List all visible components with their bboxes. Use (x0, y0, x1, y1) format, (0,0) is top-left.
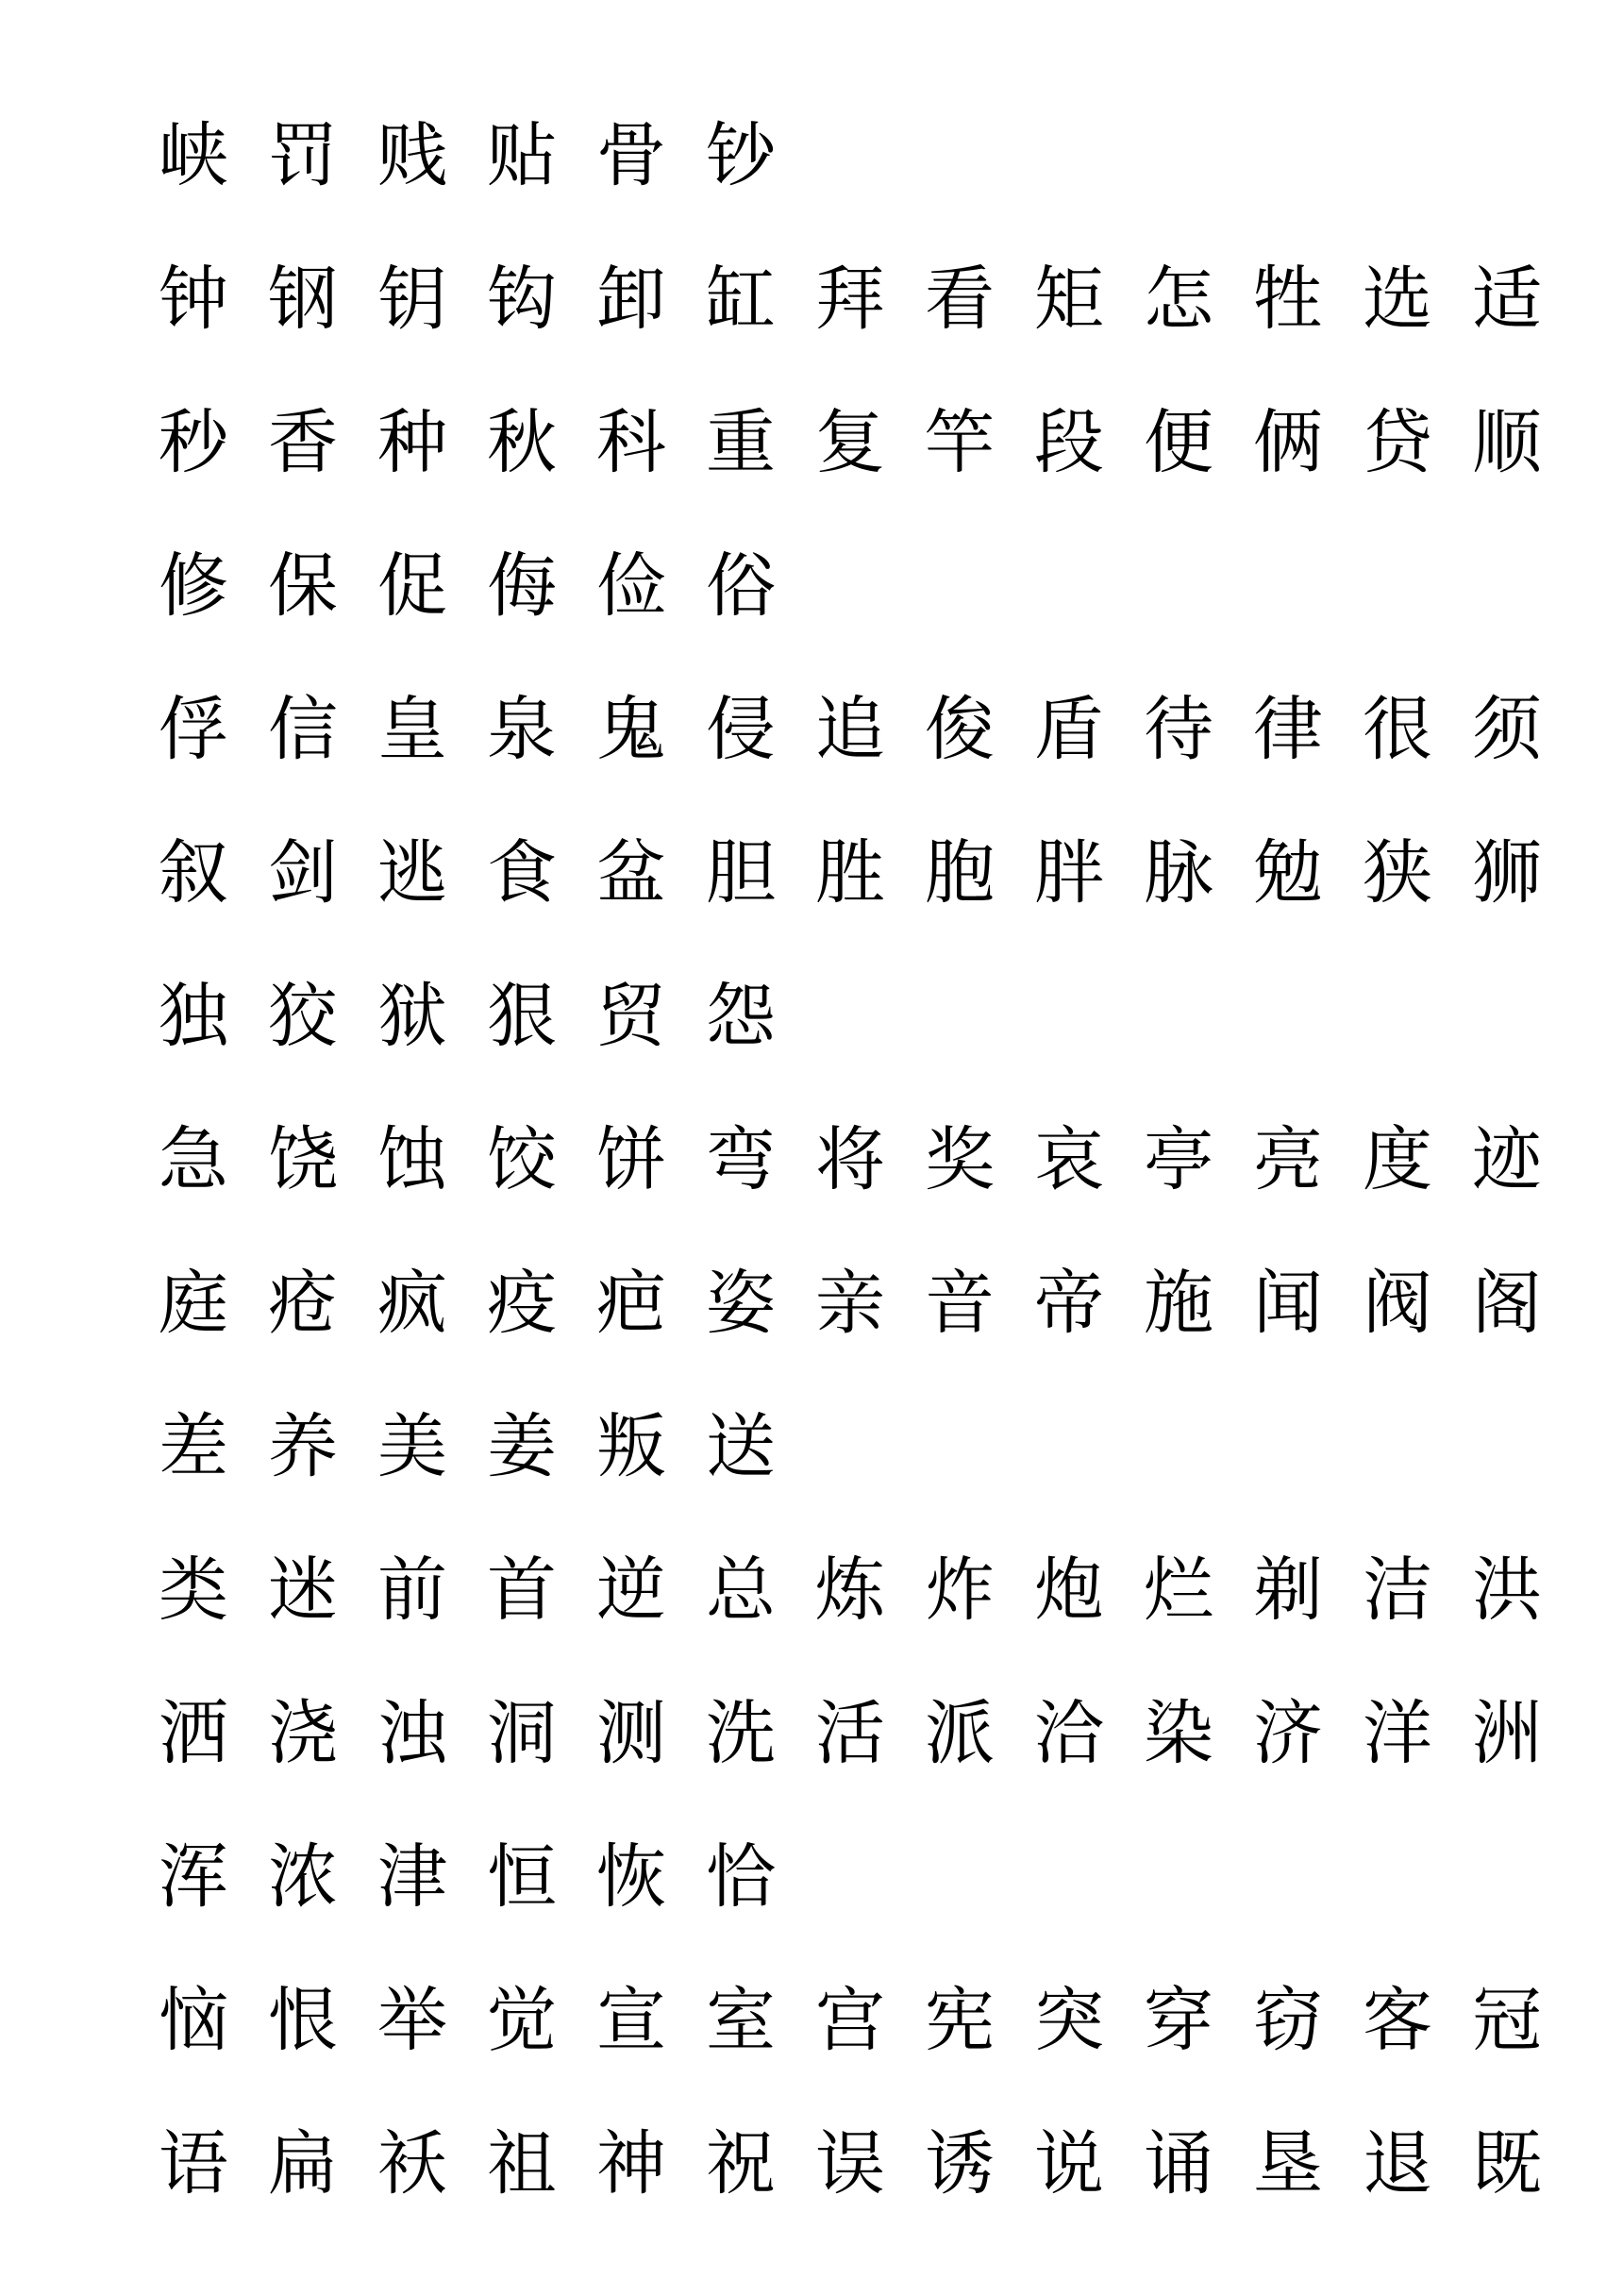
practice-character: 奖 (925, 1119, 995, 1200)
practice-character: 浓 (268, 1836, 338, 1918)
practice-character: 宫 (815, 1980, 885, 2061)
practice-character: 洲 (1472, 1693, 1542, 1774)
practice-character: 类 (159, 1550, 228, 1631)
practice-character: 疯 (377, 1263, 447, 1344)
character-row (142, 391, 1576, 504)
practice-character: 侮 (487, 545, 557, 627)
practice-character: 香 (268, 402, 338, 483)
practice-character: 庭 (159, 1263, 228, 1344)
practice-character: 狠 (487, 976, 557, 1057)
practice-character: 胜 (815, 832, 885, 913)
practice-character: 前 (377, 1550, 447, 1631)
practice-character: 姿 (706, 1263, 776, 1344)
practice-character: 怎 (1144, 259, 1213, 340)
practice-character: 宣 (596, 1980, 666, 2061)
practice-character: 说 (1034, 2123, 1104, 2204)
practice-character: 疤 (596, 1263, 666, 1344)
practice-character: 拜 (815, 259, 885, 340)
practice-character: 亮 (1253, 1119, 1323, 1200)
practice-character: 活 (815, 1693, 885, 1774)
practice-character: 饼 (596, 1119, 666, 1200)
practice-character: 洞 (487, 1693, 557, 1774)
practice-character: 胆 (706, 832, 776, 913)
practice-character: 剑 (268, 832, 338, 913)
practice-character: 恒 (487, 1836, 557, 1918)
practice-character: 矩 (1034, 259, 1104, 340)
practice-character: 鬼 (596, 689, 666, 770)
practice-character: 将 (815, 1119, 885, 1200)
practice-character: 客 (1363, 1980, 1432, 2061)
character-row (142, 1108, 1576, 1221)
practice-character: 顺 (1472, 402, 1542, 483)
character-row (142, 2112, 1576, 2225)
practice-character: 炼 (815, 1550, 885, 1631)
practice-character: 炮 (1034, 1550, 1104, 1631)
practice-character: 洋 (1363, 1693, 1432, 1774)
practice-character: 科 (596, 402, 666, 483)
practice-character: 俭 (596, 545, 666, 627)
character-row (142, 1251, 1576, 1365)
practice-character: 狭 (1363, 832, 1432, 913)
practice-character: 律 (1253, 689, 1323, 770)
practice-character: 宪 (925, 1980, 995, 2061)
practice-character: 贷 (1363, 402, 1432, 483)
practice-character: 脉 (1144, 832, 1213, 913)
practice-character: 秒 (159, 402, 228, 483)
practice-character: 叙 (159, 832, 228, 913)
practice-character: 差 (159, 1406, 228, 1487)
practice-character: 便 (1144, 402, 1213, 483)
practice-character: 胞 (925, 832, 995, 913)
character-row (142, 1969, 1576, 2082)
practice-character: 逆 (596, 1550, 666, 1631)
practice-character: 浇 (268, 1693, 338, 1774)
practice-character: 勉 (1253, 832, 1323, 913)
practice-character: 养 (268, 1406, 338, 1487)
practice-character: 贸 (596, 976, 666, 1057)
practice-character: 待 (1144, 689, 1213, 770)
practice-character: 济 (1253, 1693, 1323, 1774)
practice-character: 举 (377, 1980, 447, 2061)
practice-character: 迹 (1472, 1119, 1542, 1200)
practice-character: 饺 (487, 1119, 557, 1200)
practice-character: 俩 (1253, 402, 1323, 483)
practice-character: 亲 (815, 1263, 885, 1344)
practice-character: 送 (706, 1406, 776, 1487)
practice-character: 烂 (1144, 1550, 1213, 1631)
practice-character: 钢 (268, 259, 338, 340)
practice-character: 俊 (925, 689, 995, 770)
practice-character: 恢 (596, 1836, 666, 1918)
practice-character: 狡 (268, 976, 338, 1057)
practice-character: 洪 (1472, 1550, 1542, 1631)
practice-character: 盾 (1034, 689, 1104, 770)
practice-character: 食 (487, 832, 557, 913)
practice-character: 适 (1472, 259, 1542, 340)
practice-character: 狱 (377, 976, 447, 1057)
practice-character: 俗 (706, 545, 776, 627)
practice-character: 恨 (268, 1980, 338, 2061)
practice-character: 泉 (487, 689, 557, 770)
practice-character: 俘 (159, 689, 228, 770)
practice-character: 诵 (1144, 2123, 1213, 2204)
practice-character: 突 (1034, 1980, 1104, 2061)
practice-character: 逃 (377, 832, 447, 913)
practice-character: 室 (706, 1980, 776, 2061)
practice-character: 垦 (1253, 2123, 1323, 2204)
practice-character: 诱 (925, 2123, 995, 2204)
practice-character: 洒 (159, 1693, 228, 1774)
practice-character: 叛 (596, 1406, 666, 1487)
practice-character: 总 (706, 1550, 776, 1631)
practice-character: 峡 (159, 115, 228, 196)
practice-character: 首 (487, 1550, 557, 1631)
character-row (142, 534, 1576, 647)
practice-character: 秋 (487, 402, 557, 483)
practice-character: 姜 (487, 1406, 557, 1487)
practice-character: 侵 (706, 689, 776, 770)
practice-character: 保 (268, 545, 338, 627)
practice-character: 闻 (1253, 1263, 1323, 1344)
practice-character: 帝 (1034, 1263, 1104, 1344)
practice-character: 缸 (706, 259, 776, 340)
practice-character: 皇 (377, 689, 447, 770)
practice-character: 贱 (377, 115, 447, 196)
practice-character: 测 (596, 1693, 666, 1774)
practice-character: 重 (706, 402, 776, 483)
practice-character: 竿 (925, 402, 995, 483)
practice-character: 盆 (596, 832, 666, 913)
practice-character: 饶 (268, 1119, 338, 1200)
practice-character: 胖 (1034, 832, 1104, 913)
practice-character: 信 (268, 689, 338, 770)
practice-character: 钩 (487, 259, 557, 340)
practice-character: 扁 (268, 2123, 338, 2204)
practice-character: 疫 (487, 1263, 557, 1344)
practice-character: 洁 (1363, 1550, 1432, 1631)
practice-character: 音 (925, 1263, 995, 1344)
practice-character: 亭 (1144, 1119, 1213, 1200)
character-row (142, 964, 1576, 1078)
practice-character: 洗 (706, 1693, 776, 1774)
practice-character: 语 (159, 2123, 228, 2204)
practice-character: 怨 (706, 976, 776, 1057)
practice-character: 卸 (596, 259, 666, 340)
practice-character: 祖 (487, 2123, 557, 2204)
practice-character: 钥 (377, 259, 447, 340)
character-row (142, 1395, 1576, 1508)
practice-character: 促 (377, 545, 447, 627)
practice-character: 种 (377, 402, 447, 483)
character-row (142, 678, 1576, 791)
practice-character: 急 (159, 1119, 228, 1200)
practice-character: 染 (1144, 1693, 1213, 1774)
practice-character: 迷 (268, 1550, 338, 1631)
practice-character: 罚 (268, 115, 338, 196)
practice-character: 恰 (706, 1836, 776, 1918)
practice-character: 浊 (377, 1693, 447, 1774)
practice-character: 蚀 (377, 1119, 447, 1200)
practice-character: 牲 (1253, 259, 1323, 340)
practice-character: 阁 (1472, 1263, 1542, 1344)
practice-character: 津 (377, 1836, 447, 1918)
practice-character: 神 (596, 2123, 666, 2204)
practice-character: 疮 (268, 1263, 338, 1344)
practice-character: 选 (1363, 259, 1432, 340)
practice-character: 派 (925, 1693, 995, 1774)
practice-character: 觉 (487, 1980, 557, 2061)
practice-character: 钞 (706, 115, 776, 196)
practice-character: 冠 (1472, 1980, 1542, 2061)
character-row (142, 1538, 1576, 1651)
practice-character: 贴 (487, 115, 557, 196)
practice-character: 恼 (159, 1980, 228, 2061)
practice-character: 误 (815, 2123, 885, 2204)
practice-character: 阀 (1363, 1263, 1432, 1344)
practice-character: 施 (1144, 1263, 1213, 1344)
practice-character: 骨 (596, 115, 666, 196)
practice-character: 很 (1363, 689, 1432, 770)
character-row (142, 1825, 1576, 1938)
practice-character: 窃 (1253, 1980, 1323, 2061)
practice-character: 祝 (706, 2123, 776, 2204)
practice-character: 弯 (706, 1119, 776, 1200)
character-row (142, 104, 1576, 217)
practice-character: 度 (1363, 1119, 1432, 1200)
practice-character: 哀 (1034, 1119, 1104, 1200)
practice-character: 剃 (1253, 1550, 1323, 1631)
character-row (142, 821, 1576, 934)
practice-character: 追 (815, 689, 885, 770)
practice-character: 狮 (1472, 832, 1542, 913)
practice-character: 炸 (925, 1550, 995, 1631)
character-row (142, 247, 1576, 360)
character-row (142, 1682, 1576, 1795)
practice-character: 既 (1472, 2123, 1542, 2204)
practice-character: 复 (815, 402, 885, 483)
practice-character: 独 (159, 976, 228, 1057)
practice-character: 袄 (377, 2123, 447, 2204)
practice-character: 看 (925, 259, 995, 340)
practice-character: 退 (1363, 2123, 1432, 2204)
practice-character: 穿 (1144, 1980, 1213, 2061)
practice-character: 美 (377, 1406, 447, 1487)
practice-character: 段 (1034, 402, 1104, 483)
practice-character: 浑 (159, 1836, 228, 1918)
practice-character: 洽 (1034, 1693, 1104, 1774)
practice-character: 须 (1472, 689, 1542, 770)
practice-character: 钟 (159, 259, 228, 340)
practice-character: 修 (159, 545, 228, 627)
